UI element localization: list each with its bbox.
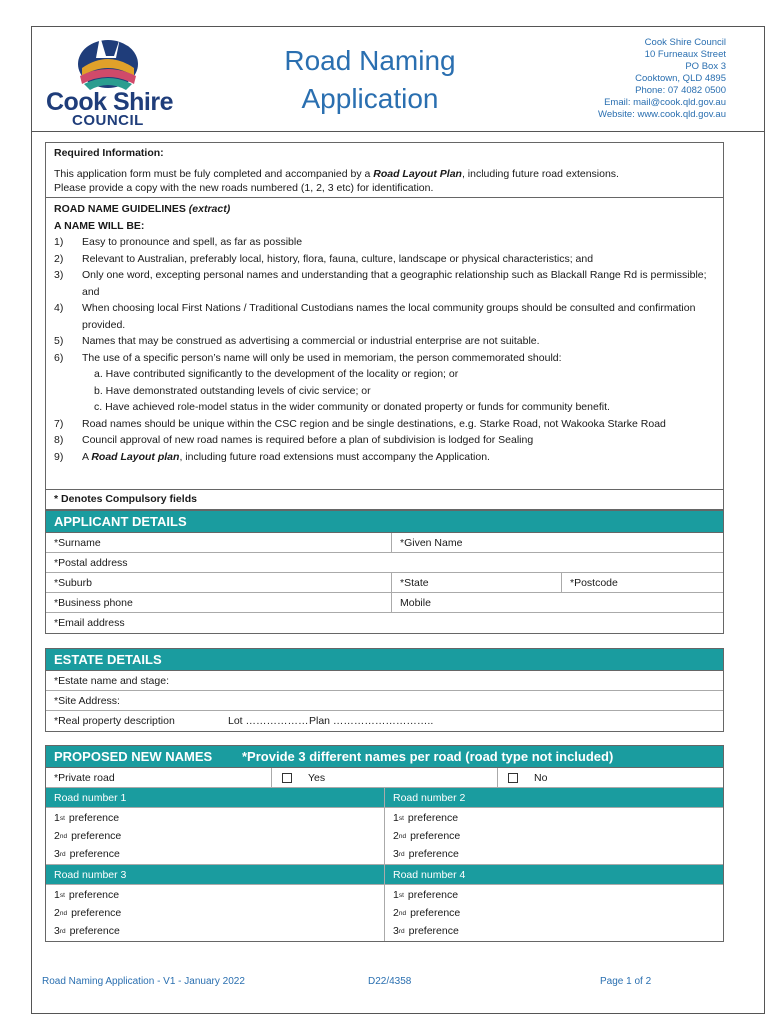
site-address-field[interactable]: *Site Address: [54,694,120,707]
contact-website: Website: www.cook.qld.gov.au [598,109,726,120]
yes-checkbox[interactable] [282,773,292,783]
guidelines [46,198,723,468]
compulsory-note: * Denotes Compulsory fields [45,490,724,510]
title-line-2: Application [301,83,439,114]
suburb-field[interactable]: *Suburb [46,573,392,592]
page-title [270,42,470,118]
preference-field[interactable]: 2 nd preference [393,830,461,842]
mobile-field[interactable]: Mobile [400,596,431,609]
guideline-item: 8) Council approval of new road names is required before a plan of subdivision is lodged for Sealing [54,434,534,446]
given-name-field[interactable]: *Given Name [400,536,463,549]
logo-text-council: COUNCIL [72,112,144,129]
preference-field[interactable]: 1 st preference [54,889,120,901]
contact-pobox: PO Box 3 [685,61,726,72]
preference-field[interactable]: 2 nd preference [54,830,122,842]
road-4-preferences[interactable] [385,885,723,941]
applicant-table [45,533,724,634]
contact-street: 10 Furneaux Street [644,49,726,60]
guidelines-heading: ROAD NAME GUIDELINES (extract) [54,203,231,215]
no-checkbox[interactable] [508,773,518,783]
guidelines-subheading: A NAME WILL BE: [54,219,145,232]
state-field[interactable]: *State [392,573,562,592]
guideline-item: 1) Easy to pronounce and spell, as far as possible [54,236,303,248]
contact-phone: Phone: 07 4082 0500 [635,85,726,96]
contact-city: Cooktown, QLD 4895 [635,73,726,84]
guideline-item: 7) Road names should be unique within the CSC region and be single destinations, e.g. Starke Road, not Wakooka Starke Road [54,417,666,430]
plan-field[interactable]: Plan ……………………….. [309,715,434,727]
guideline-subitem: a. Have contributed significantly to the development of the locality or region; or [94,368,459,380]
postal-address-field[interactable]: *Postal address [54,556,128,569]
estate-details-header: ESTATE DETAILS [45,648,724,671]
guideline-subitem: b. Have demonstrated outstanding levels of civic service; or [94,384,371,397]
postcode-field[interactable]: *Postcode [570,576,618,589]
footer-left: Road Naming Application - V1 - January 2022 [42,976,245,987]
private-road-no[interactable]: No [498,768,723,787]
estate-name-field[interactable]: *Estate name and stage: [54,674,169,687]
guideline-item: 4) When choosing local First Nations / Traditional Custodians names the local community groups should be consulted and confirmation provided. [54,302,696,331]
required-text-2: Please provide a copy with the new roads numbered (1, 2, 3 etc) for identification. [54,182,434,194]
road-number-3-header: Road number 3 [46,865,385,884]
guideline-subitem: c. Have achieved role-model status in the wider community or donated property or funds for community benefit. [94,401,610,413]
private-road-label: *Private road [46,768,272,787]
required-heading: Required Information: [54,147,164,159]
real-property-field[interactable]: *Real property description Lot ……………… Plan ……………………….. [54,715,434,727]
preference-field[interactable]: 3 rd preference [54,925,120,937]
preference-field[interactable]: 1 st preference [54,812,120,824]
guideline-item: 2) Relevant to Australian, preferably local, history, flora, fauna, culture, landscape or physical characteristics; and [54,252,594,265]
guideline-item: 9) A Road Layout plan, including future road extensions must accompany the Application. [54,450,490,463]
proposed-names-header: PROPOSED NEW NAMES *Provide 3 different names per road (road type not included) [45,745,724,768]
estate-table [45,671,724,732]
road-number-4-header: Road number 4 [393,868,466,881]
preference-field[interactable]: 2 nd preference [393,907,461,919]
guideline-item: 3) Only one word, excepting personal names and understanding that a geographic relationship such as Blackall Range Rd is permissible; and [54,269,707,298]
preference-field[interactable]: 3 rd preference [393,848,459,860]
business-phone-field[interactable]: *Business phone [46,593,392,612]
road-1-preferences[interactable] [46,808,385,864]
contact-email: Email: mail@cook.qld.gov.au [604,97,726,108]
title-line-1: Road Naming [284,45,456,76]
road-2-preferences[interactable] [385,808,723,864]
email-field[interactable]: *Email address [54,617,125,629]
road-number-1-header: Road number 1 [46,788,385,807]
proposed-note: *Provide 3 different names per road (road type not included) [242,749,614,764]
logo-text-cook-shire: Cook Shire [46,88,173,116]
footer-page: Page 1 of 2 [600,976,652,987]
contact-block [598,37,726,121]
applicant-details-header: APPLICANT DETAILS [45,510,724,533]
preference-field[interactable]: 3 rd preference [393,925,459,937]
road-number-2-header: Road number 2 [393,791,466,804]
road-3-preferences[interactable] [46,885,385,941]
preference-field[interactable]: 3 rd preference [54,848,120,860]
required-info-box [45,142,724,490]
preference-field[interactable]: 1 st preference [393,812,459,824]
lot-field[interactable]: Lot ……………… [228,715,309,727]
preference-field[interactable]: 1 st preference [393,889,459,901]
proposed-table [45,768,724,942]
preference-field[interactable]: 2 nd preference [54,907,122,919]
header-divider [31,131,765,132]
required-text-1: This application form must be fuly completed and accompanied by a Road Layout Plan, including future road extensions. [54,168,619,180]
footer-doc-id: D22/4358 [368,976,412,987]
guideline-item: 6) The use of a specific person’s name will only be used in memoriam, the person commemorated should: [54,351,562,364]
contact-name: Cook Shire Council [644,37,726,48]
private-road-yes[interactable]: Yes [272,768,498,787]
surname-field[interactable]: *Surname [46,533,392,552]
guideline-item: 5) Names that may be construed as advertising a commercial or industrial enterprise are not suitable. [54,335,540,347]
